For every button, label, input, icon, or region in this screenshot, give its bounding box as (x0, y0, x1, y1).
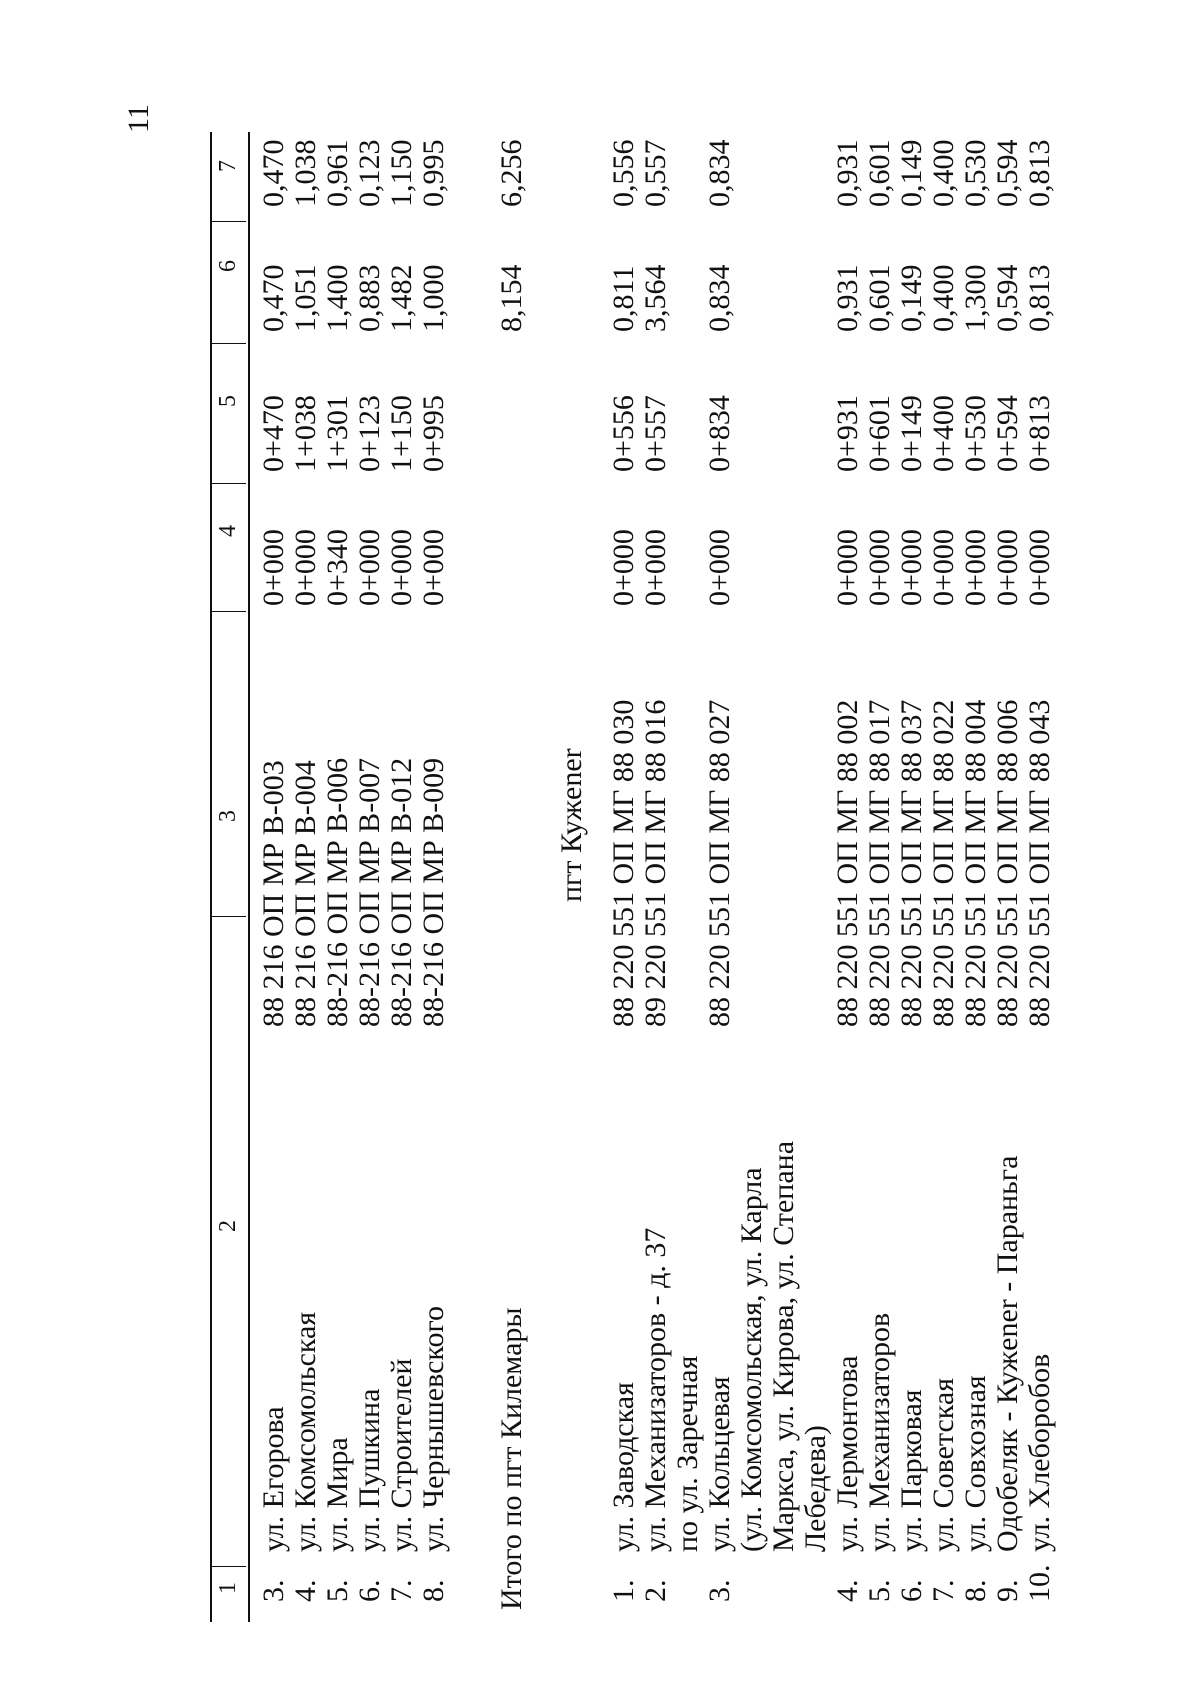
road-code: 88 220 551 ОП МГ 88 006 (991, 699, 1024, 1027)
road-code: 89 220 551 ОП МГ 88 016 (639, 699, 672, 1027)
page-number: 11 (122, 104, 155, 133)
street-name: ул. Механизаторов (863, 1312, 896, 1552)
row-number: 7. (927, 1579, 960, 1602)
total-length: 0,149 (895, 264, 928, 332)
length-value: 0,530 (959, 139, 992, 207)
row-number: 4. (289, 1579, 322, 1602)
header-separator (210, 483, 246, 484)
row-number: 6. (353, 1579, 386, 1602)
end-km: 0+470 (257, 395, 290, 472)
total-length: 0,813 (1023, 264, 1056, 332)
length-value: 0,601 (863, 139, 896, 207)
total-length: 0,601 (863, 264, 896, 332)
start-km: 0+000 (703, 529, 736, 606)
end-km: 0+813 (1023, 395, 1056, 472)
start-km: 0+000 (607, 529, 640, 606)
rotated-table (210, 132, 1130, 1622)
street-name: ул. Чернышевского (417, 1305, 450, 1552)
road-code: 88 220 551 ОП МГ 88 002 (831, 699, 864, 1027)
total-length: 1,400 (321, 264, 354, 332)
road-code: 88-216 ОП МР В-012 (385, 757, 418, 1027)
header-separator (210, 1566, 246, 1567)
road-code: 88 220 551 ОП МГ 88 043 (1023, 699, 1056, 1027)
street-name: ул. Строителей (385, 1358, 418, 1552)
header-col-5: 5 (215, 395, 241, 407)
end-km: 0+995 (417, 395, 450, 472)
row-number: 10. (1023, 1564, 1056, 1602)
street-name: ул. Совхозная (959, 1375, 992, 1552)
total-length: 0,883 (353, 264, 386, 332)
end-km: 1+038 (289, 395, 322, 472)
street-name: ул. Пушкина (353, 1388, 386, 1552)
start-km: 0+000 (385, 529, 418, 606)
street-name: (ул. Комсомольская, ул. Карла (735, 1167, 768, 1552)
header-col-2: 2 (215, 1220, 241, 1232)
street-name: по ул. Заречная (671, 1355, 704, 1552)
end-km: 1+301 (321, 395, 354, 472)
length-value: 0,470 (257, 139, 290, 207)
total-length: 0,834 (703, 264, 736, 332)
header-separator (210, 916, 246, 917)
street-name: ул. Комсомольская (289, 1311, 322, 1552)
total-length: 0,931 (831, 264, 864, 332)
street-name: ул. Мира (321, 1437, 354, 1552)
street-name: ул. Лермонтова (831, 1355, 864, 1552)
start-km: 0+000 (289, 529, 322, 606)
start-km: 0+340 (321, 529, 354, 606)
total-value: 6,256 (495, 139, 528, 207)
header-col-6: 6 (215, 260, 241, 272)
street-name: ул. Кольцевая (703, 1376, 736, 1552)
length-value: 0,123 (353, 139, 386, 207)
row-number: 1. (607, 1579, 640, 1602)
length-value: 0,594 (991, 139, 1024, 207)
row-number: 6. (895, 1579, 928, 1602)
end-km: 0+594 (991, 395, 1024, 472)
total-length: 1,000 (417, 264, 450, 332)
header-col-4: 4 (215, 525, 241, 537)
total-length: 0,594 (991, 264, 1024, 332)
street-name: ул. Заводская (607, 1382, 640, 1552)
end-km: 0+931 (831, 395, 864, 472)
start-km: 0+000 (257, 529, 290, 606)
start-km: 0+000 (417, 529, 450, 606)
road-code: 88 220 551 ОП МГ 88 027 (703, 699, 736, 1027)
total-length: 0,811 (607, 265, 640, 332)
total-length: 1,300 (959, 264, 992, 332)
total-length: 1,051 (289, 264, 322, 332)
street-name: Одобеляк - Кужener - Параньга (991, 1155, 1024, 1552)
row-number: 3. (703, 1579, 736, 1602)
road-code: 88 216 ОП МР В-004 (289, 760, 322, 1027)
start-km: 0+000 (639, 529, 672, 606)
length-value: 0,931 (831, 139, 864, 207)
length-value: 1,150 (385, 139, 418, 207)
street-name: Маркса, ул. Кирова, ул. Степана (767, 1140, 800, 1552)
end-km: 0+601 (863, 395, 896, 472)
length-value: 0,961 (321, 139, 354, 207)
row-number: 4. (831, 1579, 864, 1602)
road-code: 88 220 551 ОП МГ 88 037 (895, 699, 928, 1027)
total-length: 0,470 (257, 264, 290, 332)
end-km: 0+557 (639, 395, 672, 472)
total-length: 8,154 (495, 264, 528, 332)
street-name: Лебедева) (799, 1425, 832, 1552)
total-length: 0,400 (927, 264, 960, 332)
street-name: ул. Егорова (257, 1406, 290, 1552)
header-col-1: 1 (215, 1582, 241, 1594)
road-code: 88-216 ОП МР В-007 (353, 757, 386, 1027)
end-km: 0+400 (927, 395, 960, 472)
length-value: 1,038 (289, 139, 322, 207)
length-value: 0,149 (895, 139, 928, 207)
header-separator (210, 343, 246, 344)
road-code: 88 220 551 ОП МГ 88 030 (607, 699, 640, 1027)
length-value: 0,557 (639, 139, 672, 207)
start-km: 0+000 (1023, 529, 1056, 606)
header-col-7: 7 (215, 160, 241, 172)
length-value: 0,995 (417, 139, 450, 207)
total-length: 3,564 (639, 264, 672, 332)
street-name: ул. Советская (927, 1378, 960, 1552)
road-code: 88 220 551 ОП МГ 88 017 (863, 699, 896, 1027)
start-km: 0+000 (959, 529, 992, 606)
header-separator (210, 611, 246, 612)
street-name: ул. Парковая (895, 1389, 928, 1552)
header-col-3: 3 (215, 810, 241, 822)
length-value: 0,400 (927, 139, 960, 207)
total-label: Итого по пгт Килемары (495, 1307, 528, 1610)
row-number: 9. (991, 1579, 1024, 1602)
end-km: 1+150 (385, 395, 418, 472)
section-title: пгт Кужener (555, 748, 588, 902)
row-number: 8. (959, 1579, 992, 1602)
start-km: 0+000 (927, 529, 960, 606)
length-value: 0,813 (1023, 139, 1056, 207)
start-km: 0+000 (895, 529, 928, 606)
road-code: 88-216 ОП МР В-009 (417, 757, 450, 1027)
start-km: 0+000 (353, 529, 386, 606)
road-code: 88 220 551 ОП МГ 88 022 (927, 699, 960, 1027)
street-name: ул. Хлеборобов (1023, 1353, 1056, 1552)
row-number: 3. (257, 1579, 290, 1602)
start-km: 0+000 (863, 529, 896, 606)
row-number: 8. (417, 1579, 450, 1602)
header-separator (210, 221, 246, 222)
end-km: 0+123 (353, 395, 386, 472)
end-km: 0+834 (703, 395, 736, 472)
length-value: 0,834 (703, 139, 736, 207)
start-km: 0+000 (991, 529, 1024, 606)
row-number: 7. (385, 1579, 418, 1602)
road-code: 88 216 ОП МР В-003 (257, 760, 290, 1027)
road-code: 88 220 551 ОП МГ 88 004 (959, 699, 992, 1027)
length-value: 0,556 (607, 139, 640, 207)
table-header-row (210, 132, 250, 1622)
total-length: 1,482 (385, 264, 418, 332)
end-km: 0+530 (959, 395, 992, 472)
end-km: 0+556 (607, 395, 640, 472)
end-km: 0+149 (895, 395, 928, 472)
street-name: ул. Механизаторов - д. 37 (639, 1227, 672, 1552)
start-km: 0+000 (831, 529, 864, 606)
row-number: 5. (321, 1579, 354, 1602)
road-code: 88-216 ОП МР В-006 (321, 757, 354, 1027)
row-number: 2. (639, 1579, 672, 1602)
row-number: 5. (863, 1579, 896, 1602)
